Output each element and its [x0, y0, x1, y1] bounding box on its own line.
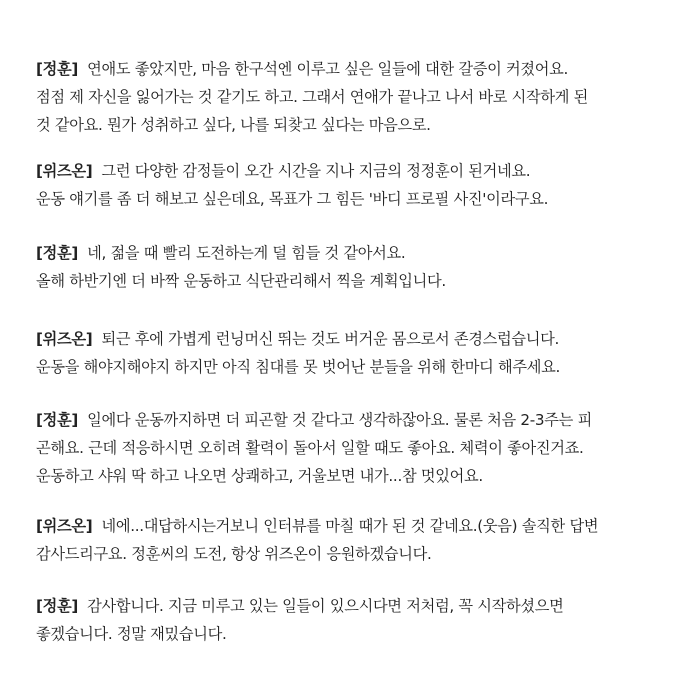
dialogue-line: 감사드리구요. 정훈씨의 도전, 항상 위즈온이 응원하겠습니다. [36, 545, 432, 563]
dialogue-text: 연애도 좋았지만, 마음 한구석엔 이루고 싶은 일들에 대한 갈증이 커졌어요. [87, 60, 569, 78]
speaker-label: [위즈온] [36, 517, 93, 535]
dialogue-line [36, 325, 676, 353]
dialogue-line: 곤해요. 근데 적응하시면 오히려 활력이 돌아서 일할 때도 좋아요. 체력이 좋아진거죠. [36, 439, 584, 457]
dialogue-paragraph-3 [36, 239, 676, 295]
dialogue-line [36, 512, 676, 540]
dialogue-line [36, 592, 676, 620]
dialogue-text: 네, 젊을 때 빨리 도전하는게 덜 힘들 것 같아서요. [87, 244, 406, 262]
dialogue-line [36, 55, 676, 83]
dialogue-text: 감사합니다. 지금 미루고 있는 일들이 있으시다면 저처럼, 꼭 시작하셨으면 [87, 597, 564, 615]
dialogue-line [36, 157, 676, 185]
dialogue-line: 운동 얘기를 좀 더 해보고 싶은데요, 목표가 그 힘든 '바디 프로필 사진'이라구요. [36, 190, 549, 208]
dialogue-line: 것 같아요. 뭔가 성취하고 싶다, 나를 되찾고 싶다는 마음으로. [36, 116, 431, 134]
dialogue-paragraph-2 [36, 157, 676, 213]
dialogue-line [36, 406, 676, 434]
dialogue-text: 네에...대답하시는거보니 인터뷰를 마칠 때가 된 것 같네요.(웃음) 솔직한 답변 [101, 517, 599, 535]
speaker-label: [위즈온] [36, 330, 93, 348]
dialogue-paragraph-7 [36, 592, 676, 648]
speaker-label: [정훈] [36, 597, 79, 615]
speaker-label: [정훈] [36, 60, 79, 78]
dialogue-line: 점점 제 자신을 잃어가는 것 같기도 하고. 그래서 연애가 끝나고 나서 바로 시작하게 된 [36, 88, 589, 106]
speaker-label: [정훈] [36, 244, 79, 262]
dialogue-paragraph-4 [36, 325, 676, 381]
speaker-label: [정훈] [36, 411, 79, 429]
dialogue-text: 퇴근 후에 가볍게 런닝머신 뛰는 것도 버거운 몸으로서 존경스럽습니다. [101, 330, 559, 348]
dialogue-line [36, 239, 676, 267]
dialogue-paragraph-5 [36, 406, 676, 490]
dialogue-line: 좋겠습니다. 정말 재밌습니다. [36, 625, 227, 643]
dialogue-line: 운동하고 샤워 딱 하고 나오면 상쾌하고, 거울보면 내가...참 멋있어요. [36, 467, 483, 485]
speaker-label: [위즈온] [36, 162, 93, 180]
dialogue-line: 운동을 해야지해야지 하지만 아직 침대를 못 벗어난 분들을 위해 한마디 해주세요. [36, 358, 561, 376]
dialogue-paragraph-6 [36, 512, 676, 568]
dialogue-text: 그런 다양한 감정들이 오간 시간을 지나 지금의 정정훈이 된거네요. [101, 162, 531, 180]
dialogue-text: 일에다 운동까지하면 더 피곤할 것 같다고 생각하잖아요. 물론 처음 2-3주는 피 [87, 411, 592, 429]
dialogue-paragraph-1 [36, 55, 676, 139]
dialogue-line: 올해 하반기엔 더 바짝 운동하고 식단관리해서 찍을 계획입니다. [36, 272, 446, 290]
